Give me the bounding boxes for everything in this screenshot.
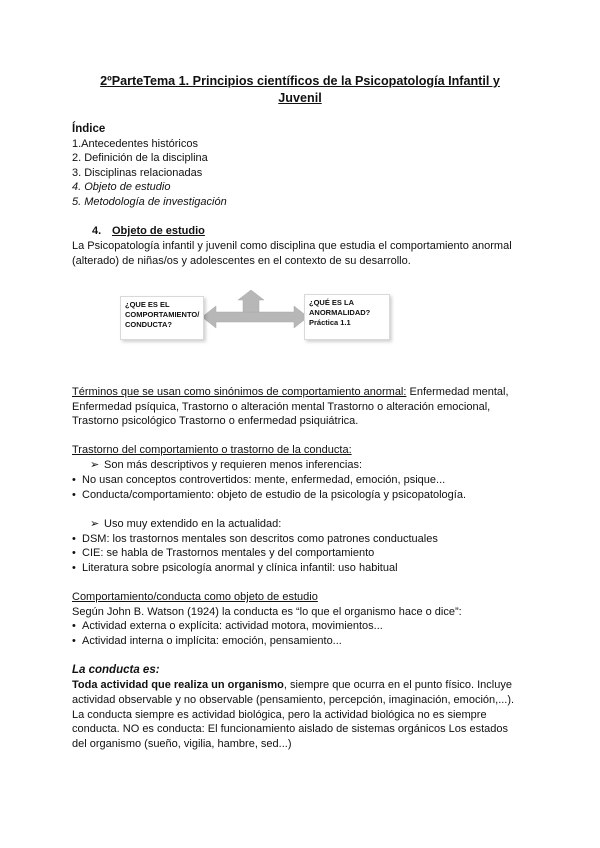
index-heading: Índice [72,123,106,135]
bullet-icon: • [72,562,76,574]
arrow-bullet-icon: ➢ [90,459,100,471]
arrow-point-text: Uso muy extendido en la actualidad: [104,518,282,530]
bullet-text: DSM: los trastornos mentales son descritos como patrones conductuales [82,533,438,545]
la-conducta-line: actividad observable y no observable (pensamiento, percepción, imaginación, emoción,...). [72,694,515,706]
index-item: 1.Antecedentes históricos [72,138,198,150]
section-number: 4. [92,225,102,237]
bullet-item [72,473,445,487]
synonyms-label: Términos que se usan como sinónimos de comportamiento anormal: [72,386,407,398]
index-item: 2. Definición de la disciplina [72,152,208,164]
bullet-item [72,546,374,560]
document-title [60,73,540,107]
bullet-icon: • [72,533,76,545]
synonyms-line: Enfermedad psíquica, Trastorno o alteración mental Trastorno o alteración emocional, [72,401,491,413]
trastorno-heading: Trastorno del comportamiento o trastorno de la conducta: [72,444,352,456]
la-conducta-line [72,678,512,692]
section-title: Objeto de estudio [112,225,205,237]
la-conducta-line: La conducta siempre es actividad biológica, pero la actividad biológica no es siempre [72,709,487,721]
synonyms-line: Trastorno psicológico Trastorno o enfermedad psiquiátrica. [72,415,359,427]
index-item: 5. Metodología de investigación [72,196,227,208]
bullet-icon: • [72,474,76,486]
bullet-text: Actividad interna o implícita: emoción, pensamiento... [82,635,342,647]
bullet-icon: • [72,620,76,632]
diagram-box-line: ¿QUÉ ES LA [309,298,355,307]
section-paragraph-line: (alterado) de niñas/os y adolescentes en el contexto de su desarrollo. [72,255,411,267]
diagram-box-line: Práctica 1.1 [309,318,351,327]
bullet-text: Conducta/comportamiento: objeto de estudio de la psicología y psicopatología. [82,489,467,501]
diagram-box-line: CONDUCTA? [125,320,172,329]
arrow-point [90,517,281,531]
bullet-text: Actividad externa o explícita: actividad motora, movimientos... [82,620,383,632]
bullet-icon: • [72,635,76,647]
bullet-icon: • [72,547,76,559]
la-conducta-line: conducta. NO es conducta: El funcionamiento aislado de sistemas orgánicos Los estados [72,723,508,735]
synonyms-line [72,385,509,399]
la-conducta-bold: Toda actividad que realiza un organismo [72,679,284,691]
section-heading [92,225,205,237]
bullet-text: CIE: se habla de Trastornos mentales y del comportamiento [82,547,375,559]
arrow-point-text: Son más descriptivos y requieren menos inferencias: [104,459,363,471]
la-conducta-heading: La conducta es: [72,664,160,676]
diagram-box-line: ANORMALIDAD? [309,308,371,317]
bullet-item [72,634,342,648]
index-item: 4. Objeto de estudio [72,181,171,193]
bullet-item [72,619,383,633]
synonyms-text: Enfermedad mental, [406,386,509,398]
bullet-text: No usan conceptos controvertidos: mente, enfermedad, emoción, psique... [82,474,446,486]
diagram-box-line: ¿QUE ES EL [125,300,170,309]
bullet-item [72,532,438,546]
section-paragraph-line: La Psicopatología infantil y juvenil como disciplina que estudia el comportamiento anormal [72,240,512,252]
bullet-item [72,561,398,575]
diagram-box-line: COMPORTAMIENTO/ [125,310,200,319]
index-item: 3. Disciplinas relacionadas [72,167,203,179]
bullet-icon: • [72,489,76,501]
bullet-text: Literatura sobre psicología anormal y clínica infantil: uso habitual [82,562,398,574]
la-conducta-text: , siempre que ocurra en el punto físico. Incluye [283,679,512,691]
diagram-box-abnormality [304,294,390,340]
arrow-point [90,458,362,472]
bullet-item [72,488,466,502]
conducta-heading: Comportamiento/conducta como objeto de estudio [72,591,318,603]
title-line-2: Juvenil [278,91,322,105]
la-conducta-line: del organismo (sueño, vigilia, hambre, sed...) [72,738,292,750]
up-arrow-icon [238,290,264,312]
title-line-1: 2ºParteTema 1. Principios científicos de la Psicopatología Infantil y [100,74,500,88]
diagram-box-behavior [120,296,204,340]
watson-quote: Según John B. Watson (1924) la conducta es “lo que el organismo hace o dice”: [72,606,462,618]
arrow-bullet-icon: ➢ [90,518,100,530]
